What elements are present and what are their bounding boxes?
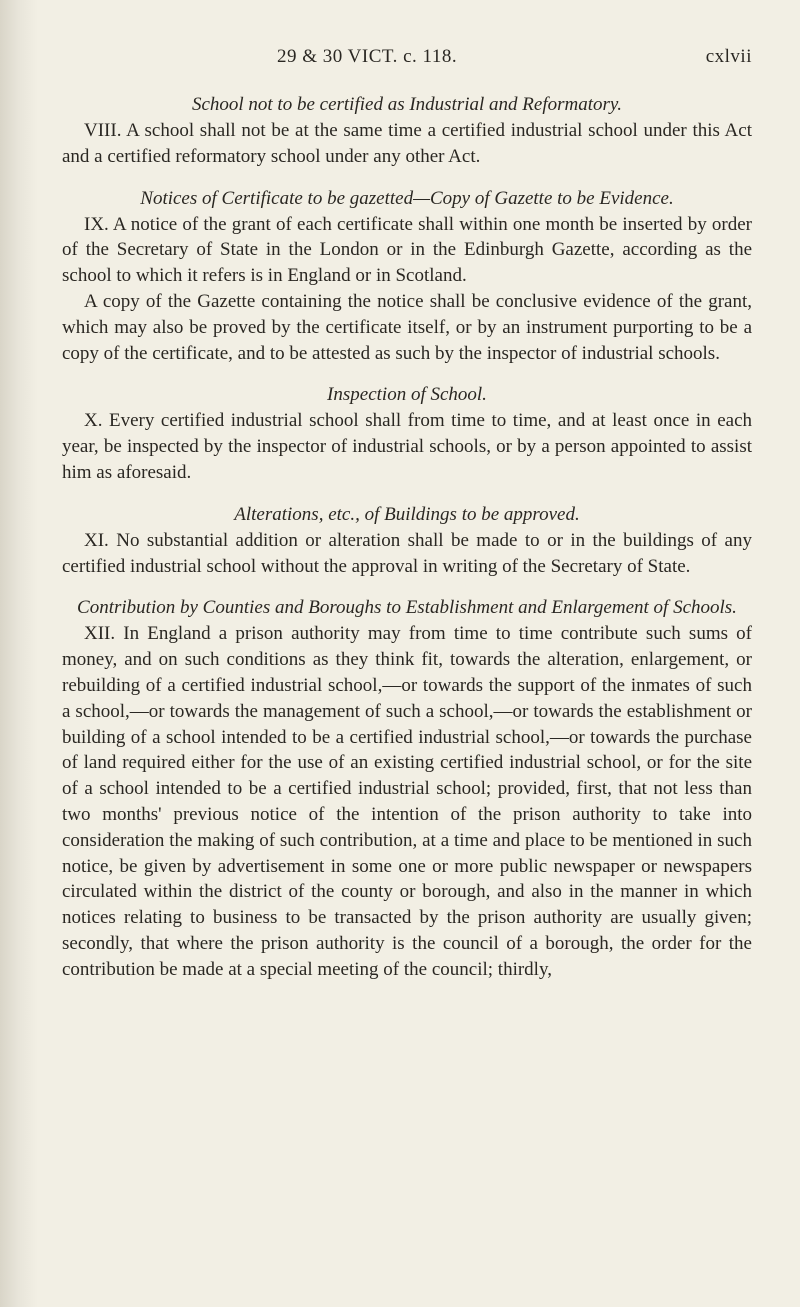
page-number: cxlvii — [705, 46, 752, 67]
section-x — [62, 382, 752, 485]
book-page — [62, 46, 752, 983]
section-heading: School not to be certified as Industrial and Reformatory. — [191, 94, 623, 115]
section-heading: Notices of Certificate to be gazetted—Copy of Gazette to be Evidence. — [140, 187, 674, 209]
running-head-title: 29 & 30 VICT. c. 118. — [277, 46, 458, 67]
section-paragraph: A copy of the Gazette containing the notice shall be conclusive evidence of the grant, which may also be proved by the certificate itself, or by an instrument purporting to be a copy of the certificate, and to be attested as such by the inspector of industrial schools. — [62, 290, 752, 364]
section-heading: Alterations, etc., of Buildings to be approved. — [234, 503, 580, 525]
section-heading: Inspection of School. — [327, 384, 487, 406]
section-paragraph: XII. In England a prison authority may from time to time contribute such sums of money, and on such conditions as they think fit, towards the alteration, enlargement, or rebuilding of a certified industrial school,—or towards the support of the inmates of such a school,—or towards the management of such a school,—or towards the establishment or building of a school intended to be a certified industrial school,—or towards the purchase of land required either for the use of an existing certified industrial school, or for the site of a school intended to be a certified industrial school; provided, first, that not less than two months' previous notice of the intention of the prison authority to take into consideration the making of such contribution, at a time and place to be mentioned in such notice, be given by advertisement in some one or more public newspaper or newspapers circulated within the district of the county or borough, and also in the manner in which notices relating to business to be transacted by the prison authority are usually given; secondly, that where the prison authority is the council of a borough, the order for the contribution be made at a special meeting of the council; thirdly, — [62, 623, 752, 980]
section-paragraph: XI. No substantial addition or alteration shall be made to or in the buildings of any certified industrial school without the approval in writing of the Secretary of State. — [62, 529, 752, 577]
section-paragraph: X. Every certified industrial school shall from time to time, and at least once in each year, be inspected by the inspector of industrial schools, or by a person appointed to assist him as aforesaid. — [62, 410, 752, 483]
section-xii — [62, 595, 752, 982]
section-paragraph: VIII. A school shall not be at the same time a certified industrial school under this Act and a certified reformatory school under any other Act. — [62, 120, 752, 167]
section-heading: Contribution by Counties and Boroughs to Establishment and Enlargement of Schools. — [77, 597, 737, 619]
section-paragraph: IX. A notice of the grant of each certificate shall within one month be inserted by order of the Secretary of State in the London or in the Edinburgh Gazette, according as the school to which it refers is in England or in Scotland. — [62, 213, 752, 287]
section-ix — [62, 186, 752, 367]
section-viii — [62, 92, 752, 170]
section-xi — [62, 502, 752, 580]
running-head — [62, 46, 752, 78]
page-binding-shadow — [0, 0, 38, 1307]
